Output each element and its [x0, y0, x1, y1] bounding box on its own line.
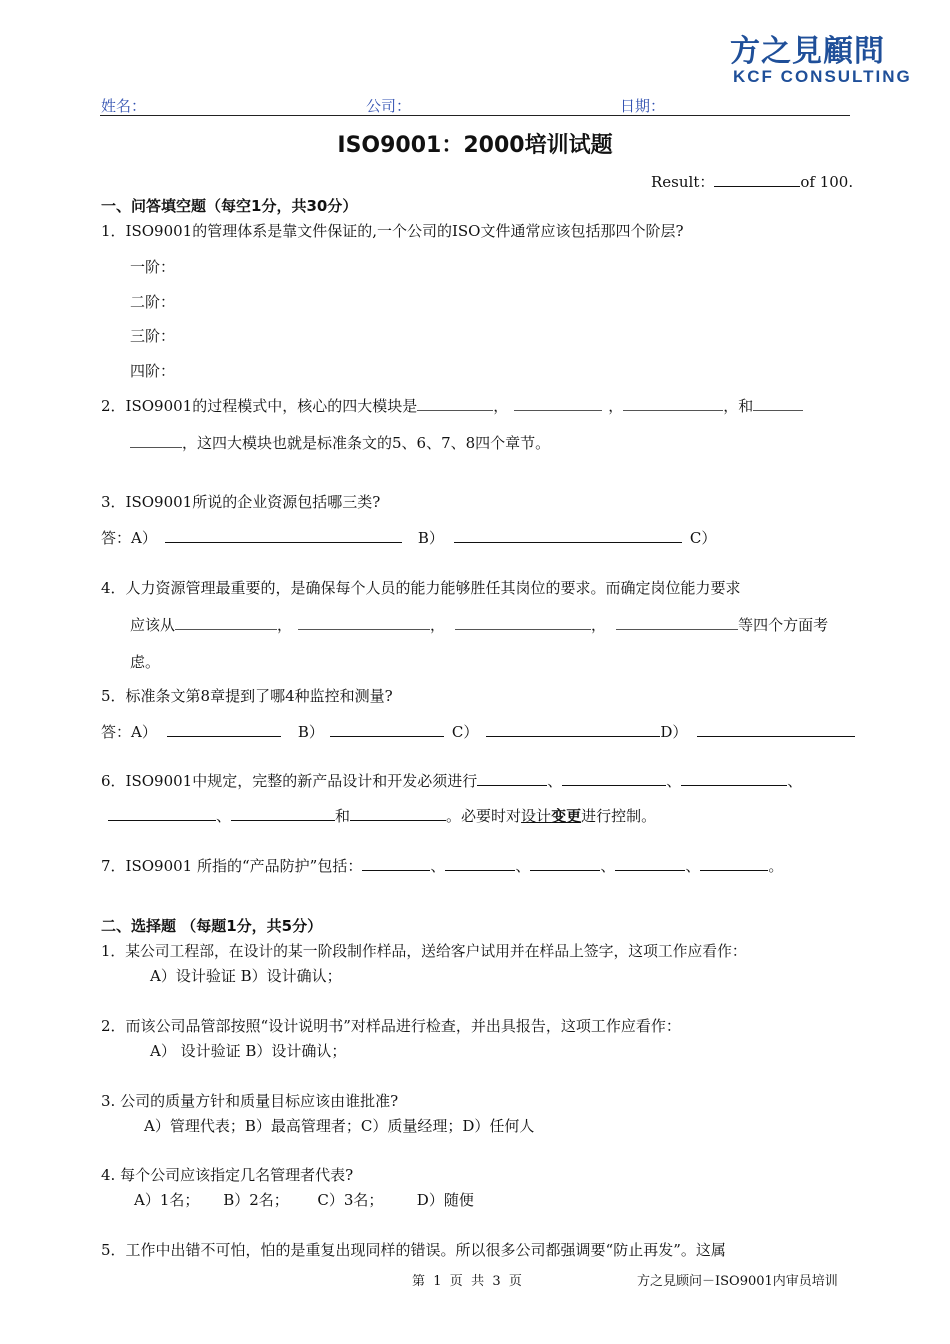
q7-end: 。	[768, 857, 784, 875]
q7-blank-2[interactable]	[445, 856, 515, 871]
q4-suffix: 等四个方面考	[738, 616, 829, 634]
q7-sep: 、	[600, 857, 616, 875]
s2-q1-text: 1．某公司工程部，在设计的某一阶段制作样品，送给客户试用并在样品上签字，这项工作应看作：	[101, 943, 747, 960]
q2-line1	[101, 395, 803, 416]
q6-sep: 、	[787, 772, 803, 790]
q4-sep: ，	[591, 616, 607, 634]
q7-blank-3[interactable]	[530, 856, 600, 871]
logo-english: KCF CONSULTING	[733, 67, 912, 86]
q4-sep: ，	[430, 616, 446, 634]
q6-blank-4[interactable]	[108, 806, 216, 821]
q7-blank-4[interactable]	[615, 856, 685, 871]
q6-design-underlined: 设计	[521, 807, 552, 825]
page-title: ISO9001：2000培训试题	[337, 133, 613, 158]
q7-line	[101, 855, 783, 876]
s2-q3-text: 3. 公司的质量方针和质量目标应该由谁批准?	[101, 1092, 399, 1110]
q6-suffix-end: 进行控制。	[581, 807, 657, 825]
result-line	[651, 171, 853, 192]
q3-answer	[101, 527, 716, 548]
q2-prefix: 2．ISO9001的过程模式中，核心的四大模块是	[101, 397, 418, 415]
page-number: 第 1 页 共 3 页	[412, 1274, 522, 1289]
q3-blank-b[interactable]	[454, 528, 682, 543]
s2-q2-options: A） 设计验证 B）设计确认；	[150, 1042, 347, 1060]
s2-q4-options: A）1名； B）2名； C）3名； D）随便	[134, 1191, 474, 1209]
logo-chinese: 方之見顧問	[730, 34, 885, 69]
q2-blank-3[interactable]	[623, 396, 723, 411]
s2-q4-text: 4. 每个公司应该指定几名管理者代表?	[101, 1166, 354, 1184]
q5-b-label: B）	[297, 723, 324, 741]
q5-blank-a[interactable]	[167, 722, 281, 737]
company-label: 公司：	[366, 97, 412, 115]
q5-d-label: D）	[660, 723, 688, 741]
name-label: 姓名：	[101, 97, 147, 115]
q3-blank-a[interactable]	[165, 528, 402, 543]
section1-heading: 一、问答填空题（每空1分，共30分）	[101, 197, 358, 215]
q6-blank-5[interactable]	[231, 806, 335, 821]
q2-sep: ，	[493, 397, 509, 415]
q4-blank-1[interactable]	[175, 615, 277, 630]
q1-level-4: 四阶：	[130, 362, 176, 380]
result-suffix: of 100.	[800, 173, 854, 191]
q7-sep: 、	[515, 857, 531, 875]
q7-sep: 、	[430, 857, 446, 875]
result-label: Result：	[651, 173, 715, 191]
q6-line1	[101, 770, 802, 791]
q5-text: 5．标准条文第8章提到了哪4种监控和测量?	[101, 687, 393, 705]
q6-change-underlined: 变更	[551, 807, 582, 825]
q5-blank-d[interactable]	[697, 722, 855, 737]
q2-sep: ，	[608, 397, 624, 415]
q2-line2	[130, 432, 550, 453]
q4-blank-3[interactable]	[455, 615, 591, 630]
q1-level-2: 二阶：	[130, 293, 176, 311]
q2-blank-1[interactable]	[417, 396, 493, 411]
footer-org: 方之見顾问－ISO9001内审员培训	[637, 1274, 838, 1289]
q4-prefix: 应该从	[130, 616, 176, 634]
s2-q5-text: 5．工作中出错不可怕，怕的是重复出现同样的错误。所以很多公司都强调要“防止再发”。这属	[101, 1241, 726, 1259]
q3-c-label: C）	[689, 529, 717, 547]
q6-line2	[108, 805, 656, 826]
q6-prefix: 6．ISO9001中规定，完整的新产品设计和开发必须进行	[101, 772, 478, 790]
q6-sep: 、	[216, 807, 232, 825]
q4-line3: 虑。	[130, 653, 161, 671]
q5-blank-c[interactable]	[486, 722, 660, 737]
q6-blank-6[interactable]	[350, 806, 446, 821]
q2-suffix: ，这四大模块也就是标准条文的5、6、7、8四个章节。	[182, 434, 551, 452]
q1-level-1: 一阶：	[130, 258, 176, 276]
q7-prefix: 7．ISO9001 所指的“产品防护”包括：	[101, 857, 363, 875]
q6-blank-1[interactable]	[477, 771, 547, 786]
header-rule	[100, 115, 850, 116]
q6-blank-2[interactable]	[562, 771, 666, 786]
q2-blank-4[interactable]	[753, 396, 803, 411]
q5-answer	[101, 721, 855, 742]
q2-blank-2[interactable]	[514, 396, 602, 411]
q4-blank-2[interactable]	[298, 615, 430, 630]
result-blank[interactable]	[714, 172, 800, 187]
q1-text: 1．ISO9001的管理体系是靠文件保证的,一个公司的ISO文件通常应该包括那四个阶层?	[101, 222, 684, 240]
q6-suffix: 。必要时对	[446, 807, 522, 825]
q4-sep: ，	[277, 616, 293, 634]
q5-a-label: 答：A）	[101, 723, 157, 741]
q5-c-label: C）	[451, 723, 479, 741]
q6-sep: 、	[666, 772, 682, 790]
q7-sep: 、	[685, 857, 701, 875]
section2-heading: 二、选择题 （每题1分，共5分）	[101, 917, 323, 935]
q2-sep-and: ，和	[723, 397, 754, 415]
q6-and: 和	[335, 807, 351, 825]
q3-text: 3．ISO9001所说的企业资源包括哪三类?	[101, 493, 381, 511]
date-label: 日期：	[620, 97, 666, 115]
q4-line1: 4．人力资源管理最重要的，是确保每个人员的能力能够胜任其岗位的要求。而确定岗位能力要求	[101, 579, 741, 597]
q2-blank-4-cont[interactable]	[130, 433, 182, 448]
q6-blank-3[interactable]	[681, 771, 787, 786]
q6-sep: 、	[547, 772, 563, 790]
s2-q3-options: A）管理代表；B）最高管理者；C）质量经理；D）任何人	[144, 1117, 535, 1135]
q1-level-3: 三阶：	[130, 327, 176, 345]
q4-line2	[130, 614, 828, 635]
q5-blank-b[interactable]	[330, 722, 444, 737]
s2-q2-text: 2．而该公司品管部按照“设计说明书”对样品进行检查，并出具报告，这项工作应看作：	[101, 1017, 681, 1035]
q3-a-label: 答：A）	[101, 529, 157, 547]
q3-b-label: B）	[417, 529, 444, 547]
q7-blank-1[interactable]	[362, 856, 430, 871]
q7-blank-5[interactable]	[700, 856, 768, 871]
s2-q1-options: A）设计验证 B）设计确认；	[150, 967, 342, 985]
q4-blank-4[interactable]	[616, 615, 738, 630]
